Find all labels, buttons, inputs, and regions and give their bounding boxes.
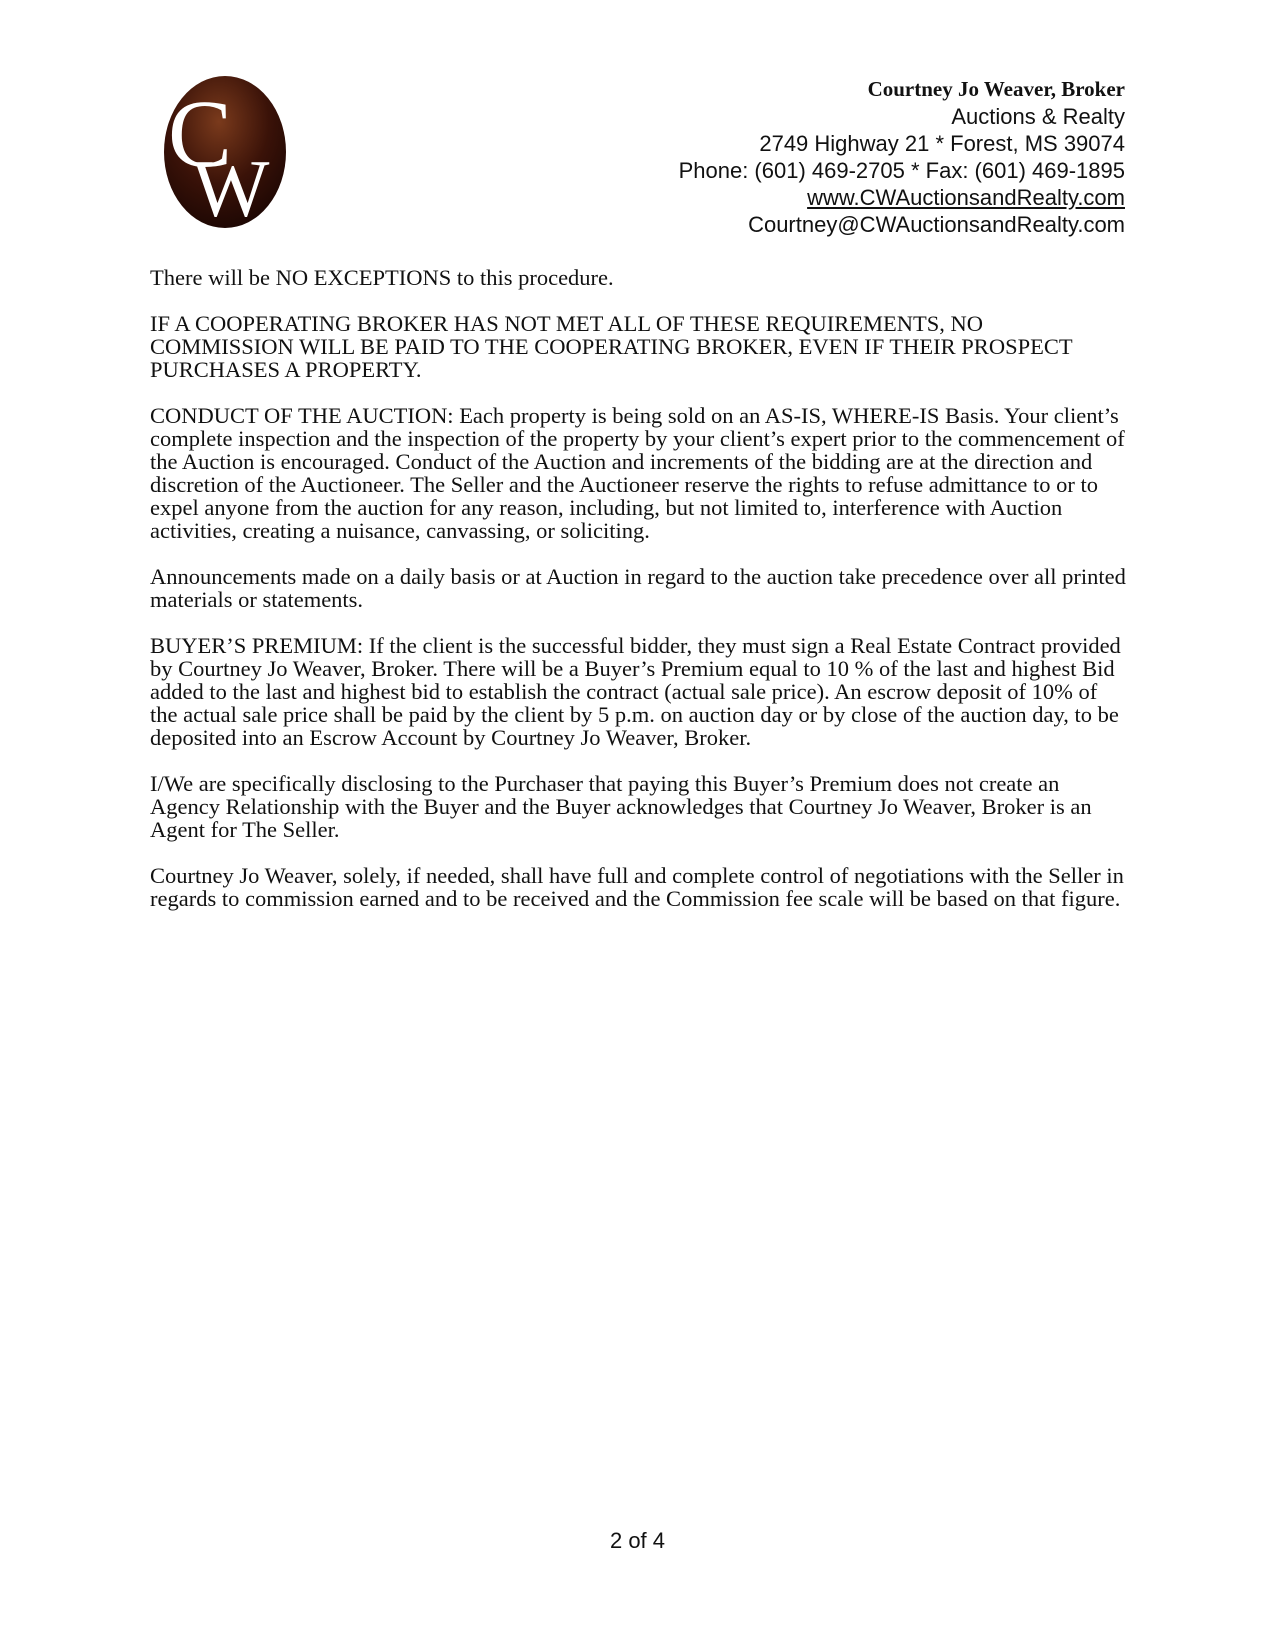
email-address[interactable]: Courtney@CWAuctionsandRealty.com <box>748 212 1125 237</box>
broker-name: Courtney Jo Weaver, Broker <box>867 77 1125 101</box>
logo-letter-w: W <box>192 143 270 230</box>
business-line: Auctions & Realty <box>951 104 1125 129</box>
logo-letter-c: C <box>168 80 233 187</box>
address-line: 2749 Highway 21 * Forest, MS 39074 <box>759 131 1125 156</box>
letterhead <box>525 76 1125 238</box>
paragraph-buyers-premium: BUYER’S PREMIUM: If the client is the successful bidder, they must sign a Real Estate Contract provided by Courtney Jo Weaver, Broker. There will be a Buyer’s Premium equal to 10 % of the last and highest Bid added to the last and highest bid to establish the contract (actual sale price). An escrow deposit of 10% of the actual sale price shall be paid by the client by 5 p.m. on auction day or by close of the auction day, to be deposited into an Escrow Account by Courtney Jo Weaver, Broker. <box>150 633 1121 750</box>
website-link[interactable]: www.CWAuctionsandRealty.com <box>807 185 1125 210</box>
paragraph-conduct-of-auction: CONDUCT OF THE AUCTION: Each property is being sold on an AS-IS, WHERE-IS Basis. Your client’s complete inspection and the inspection of the property by your client’s expert prior to the commencement of the Auction is encouraged. Conduct of the Auction and increments of the bidding are at the direction and discretion of the Auctioneer. The Seller and the Auctioneer reserve the rights to refuse admittance to or to expel anyone from the auction for any reason, including, but not limited to, interference with Auction activities, creating a nuisance, canvassing, or soliciting. <box>150 403 1125 543</box>
paragraph-announcements: Announcements made on a daily basis or at Auction in regard to the auction take precedence over all printed materials or statements. <box>150 564 1126 612</box>
paragraph-cooperating-broker: IF A COOPERATING BROKER HAS NOT MET ALL OF THESE REQUIREMENTS, NO COMMISSION WILL BE PAID TO THE COOPERATING BROKER, EVEN IF THEIR PROSPECT PURCHASES A PROPERTY. <box>150 311 1073 382</box>
document-body <box>150 266 1130 933</box>
cw-logo <box>162 74 288 230</box>
paragraph-negotiation-control: Courtney Jo Weaver, solely, if needed, shall have full and complete control of negotiations with the Seller in regards to commission earned and to be received and the Commission fee scale will be based on that figure. <box>150 863 1124 911</box>
paragraph-agency-disclosure: I/We are specifically disclosing to the Purchaser that paying this Buyer’s Premium does not create an Agency Relationship with the Buyer and the Buyer acknowledges that Courtney Jo Weaver, Broker is an Agent for The Seller. <box>150 771 1092 842</box>
page-number: 2 of 4 <box>609 1528 666 1553</box>
paragraph-no-exceptions: There will be NO EXCEPTIONS to this procedure. <box>150 265 614 290</box>
phone-fax-line: Phone: (601) 469-2705 * Fax: (601) 469-1895 <box>678 158 1125 183</box>
